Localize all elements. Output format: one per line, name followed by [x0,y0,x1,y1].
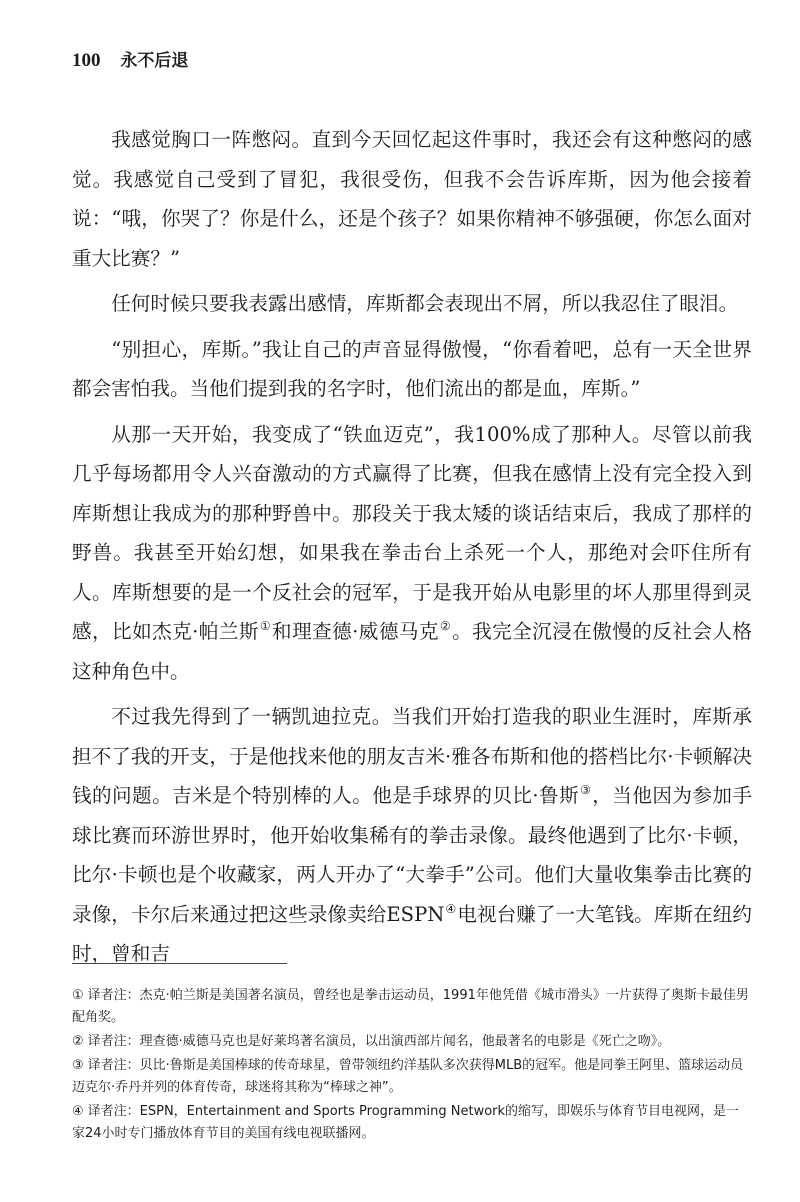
footnote: ③ 译者注：贝比·鲁斯是美国棒球的传奇球星，曾带领纽约洋基队多次获得MLB的冠军。他是同拳王阿里、篮球运动员迈克尔·乔丹并列的体育传奇，球迷将其称为“棒球之神”。 [72,1058,744,1095]
paragraph: 从那一天开始，我变成了“铁血迈克”，我100%成了那种人。尽管以前我几乎每场都用令人兴奋激动的方式赢得了比赛，但我在感情上没有完全投入到库斯想让我成为的那种野兽中。那段关于我太矮的谈话结束后，我成了那样的野兽。我甚至开始幻想，如果我在拳击台上杀死一个人，那绝对会吓住所有人。库斯想要的是一个反社会的冠军，于是我开始从电影里的坏人那里得到灵感，比如杰克·帕兰斯①和理查德·威德马克②。我完全沉浸在傲慢的反社会人格这种角色中。 [72,422,752,683]
body-text [72,120,752,980]
page-number: 100 [72,50,101,71]
footnote-ref-4: ④ [445,901,457,916]
footnote-ref-2: ② [439,619,452,633]
footnote: ② 译者注：理查德·威德马克也是好莱坞著名演员，以出演西部片闻名，他最著名的电影是《死亡之吻》。 [72,1034,671,1049]
footnote-ref-1: ① [259,619,272,633]
footnote: ① 译者注：杰克·帕兰斯是美国著名演员，曾经也是拳击运动员，1991年他凭借《城市滑头》一片获得了奥斯卡最佳男配角奖。 [72,988,749,1025]
footnotes [72,985,752,1147]
footnote-ref-3: ③ [580,783,592,797]
running-header [72,46,188,72]
paragraph: 我感觉胸口一阵憋闷。直到今天回忆起这件事时，我还会有这种憋闷的感觉。我感觉自己受到了冒犯，我很受伤，但我不会告诉库斯，因为他会接着说：“哦，你哭了？你是什么，还是个孩子？如果你精神不够强硬，你怎么面对重大比赛？” [72,128,752,270]
paragraph: 不过我先得到了一辆凯迪拉克。当我们开始打造我的职业生涯时，库斯承担不了我的开支，于是他找来他的朋友吉米·雅各布斯和他的搭档比尔·卡顿解决钱的问题。吉米是个特别棒的人。他是手球界的贝比·鲁斯③，当他因为参加手球比赛而环游世界时，他开始收集稀有的拳击录像。最终他遇到了比尔·卡顿，比尔·卡顿也是个收藏家，两人开办了“大拳手”公司。他们大量收集拳击比赛的录像，卡尔后来通过把这些录像卖给ESPN④电视台赚了一大笔钱。库斯在纽约时，曾和吉 [72,705,752,965]
paragraph: “别担心，库斯。”我让自己的声音显得傲慢，“你看着吧，总有一天全世界都会害怕我。当他们提到我的名字时，他们流出的都是血，库斯。” [72,337,752,400]
book-title: 永不后退 [120,51,189,71]
paragraph: 任何时候只要我表露出感情，库斯都会表现出不屑，所以我忍住了眼泪。 [111,292,739,315]
footnote-divider [72,963,287,964]
footnote: ④ 译者注：ESPN，Entertainment and Sports Programming Network的缩写，即娱乐与体育节目电视网，是一家24小时专门播放体育节目的美国有线电视联播网。 [72,1104,740,1141]
